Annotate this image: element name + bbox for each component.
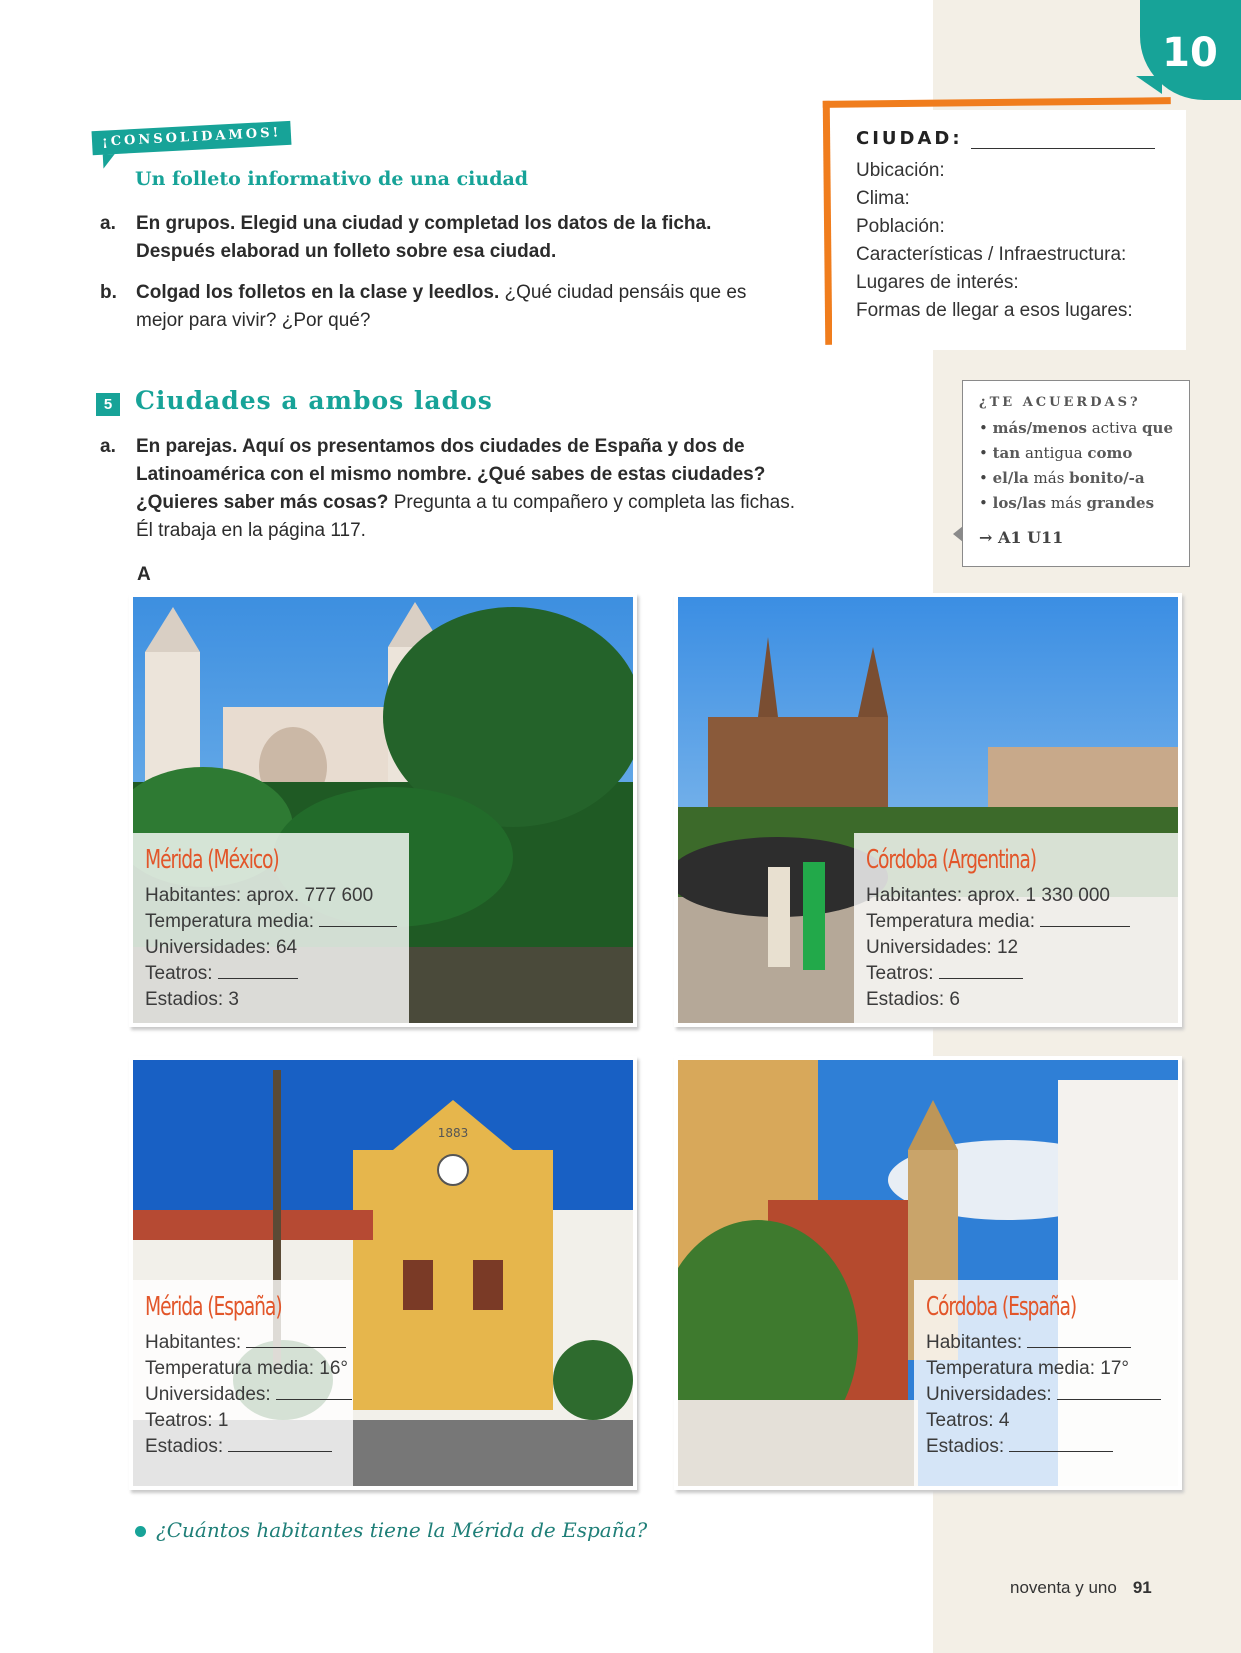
item-bold-text: En parejas. Aquí os presentamos dos ciudades de España y dos de Latinoamérica con el mismo nombre. ¿Qué sabes de estas ciudades? ¿Quieres saber más cosas? — [136, 436, 766, 513]
answer-blank[interactable] — [939, 963, 1023, 979]
city-info-panel — [854, 833, 1178, 1023]
city-name: Mérida (España) — [145, 1292, 282, 1322]
ficha-row: Población: — [856, 216, 945, 237]
building-date: 1883 — [437, 1126, 469, 1140]
city-info-panel — [914, 1280, 1178, 1486]
city-photo — [133, 597, 633, 1023]
ficha-row: Características / Infraestructura: — [856, 244, 1127, 265]
consolidamos-item-b — [100, 279, 750, 335]
info-row: Habitantes: — [145, 1330, 341, 1356]
info-row: Teatros: 4 — [926, 1410, 1010, 1431]
info-row: Estadios: — [145, 1434, 341, 1460]
reminder-item: • más/menos activa que — [979, 419, 1173, 437]
info-row: Temperatura media: — [145, 909, 397, 935]
info-row: Teatros: — [866, 961, 1166, 987]
info-row: Universidades: — [145, 1382, 341, 1408]
city-name: Córdoba (España) — [926, 1292, 1077, 1322]
ficha-blank-line — [971, 131, 1155, 149]
info-row: Temperatura media: 17° — [926, 1358, 1129, 1379]
city-card-cordoba-espana — [674, 1056, 1182, 1490]
info-row: Estadios: 6 — [866, 989, 960, 1010]
section-number: 5 — [96, 393, 120, 416]
answer-blank[interactable] — [246, 1332, 346, 1348]
ficha-row: Lugares de interés: — [856, 272, 1019, 293]
info-row: Teatros: — [145, 961, 397, 987]
page-number: 91 — [1132, 1578, 1152, 1597]
info-row: Universidades: 12 — [866, 937, 1019, 958]
info-row: Habitantes: — [926, 1330, 1166, 1356]
info-row: Estadios: 3 — [145, 989, 239, 1010]
city-name: Mérida (México) — [145, 845, 279, 875]
item-label: a. — [100, 213, 116, 234]
example-question: ¿Cuántos habitantes tiene la Mérida de España? — [135, 1518, 647, 1542]
subsection-label: A — [137, 564, 151, 585]
info-row: Temperatura media: — [866, 909, 1166, 935]
answer-blank[interactable] — [1027, 1332, 1131, 1348]
bullet-icon — [135, 1526, 146, 1537]
consolidamos-tag: ¡CONSOLIDAMOS! — [92, 121, 292, 155]
answer-blank[interactable] — [276, 1384, 352, 1400]
info-row: Habitantes: aprox. 777 600 — [145, 885, 374, 906]
item-text: ¿Qué ciudad pensáis que es mejor para vivir? ¿Por qué? — [136, 282, 747, 331]
reminder-box — [962, 380, 1190, 567]
reminder-item: • tan antigua como — [979, 444, 1133, 462]
city-photo — [678, 597, 1178, 1023]
consolidamos-item-a — [100, 210, 750, 266]
reminder-title: ¿TE ACUERDAS? — [979, 395, 1141, 410]
city-info-panel — [133, 833, 409, 1023]
reminder-reference-link[interactable]: → A1 U11 — [979, 528, 1064, 547]
item-text: Pregunta a tu compañero y completa las fichas. Él trabaja en la página 117. — [136, 492, 796, 541]
info-row: Teatros: 1 — [145, 1410, 229, 1431]
info-row: Habitantes: aprox. 1 330 000 — [866, 885, 1111, 906]
info-row: Estadios: — [926, 1434, 1166, 1460]
answer-blank[interactable] — [228, 1436, 332, 1452]
city-card-merida-espana — [129, 1056, 637, 1490]
unit-number: 10 — [1162, 30, 1218, 76]
city-card-cordoba-argentina — [674, 593, 1182, 1027]
city-card-merida-mexico — [129, 593, 637, 1027]
city-photo — [678, 1060, 1178, 1486]
ficha-row: Ubicación: — [856, 160, 945, 181]
consolidamos-title: Un folleto informativo de una ciudad — [135, 168, 529, 190]
answer-blank[interactable] — [1040, 911, 1130, 927]
city-info-panel — [133, 1280, 353, 1486]
answer-blank[interactable] — [218, 963, 298, 979]
item-bold-text: Colgad los folletos en la clase y leedlos. — [136, 282, 500, 303]
ficha-row: Formas de llegar a esos lugares: — [856, 300, 1133, 321]
info-row: Universidades: 64 — [145, 937, 298, 958]
section-title: Ciudades a ambos lados — [135, 386, 493, 415]
ficha-heading: CIUDAD: — [856, 128, 963, 149]
item-bold-text: En grupos. Elegid una ciudad y completad los datos de la ficha. Después elaborad un folleto sobre esa ciudad. — [136, 213, 712, 262]
answer-blank[interactable] — [1009, 1436, 1113, 1452]
answer-blank[interactable] — [319, 911, 397, 927]
city-fact-card — [832, 110, 1186, 350]
item-label: a. — [100, 436, 116, 457]
answer-blank[interactable] — [1057, 1384, 1161, 1400]
section5-item-a — [100, 433, 800, 545]
reminder-item: • el/la más bonito/-a — [979, 469, 1145, 487]
reminder-item: • los/las más grandes — [979, 494, 1155, 512]
city-name: Córdoba (Argentina) — [866, 845, 1036, 875]
page-number-words: noventa y uno — [1010, 1578, 1117, 1597]
page-footer — [1010, 1578, 1152, 1598]
ficha-row: Clima: — [856, 188, 910, 209]
info-row: Universidades: — [926, 1382, 1166, 1408]
info-row: Temperatura media: 16° — [145, 1358, 348, 1379]
item-label: b. — [100, 282, 117, 303]
city-photo — [133, 1060, 633, 1486]
